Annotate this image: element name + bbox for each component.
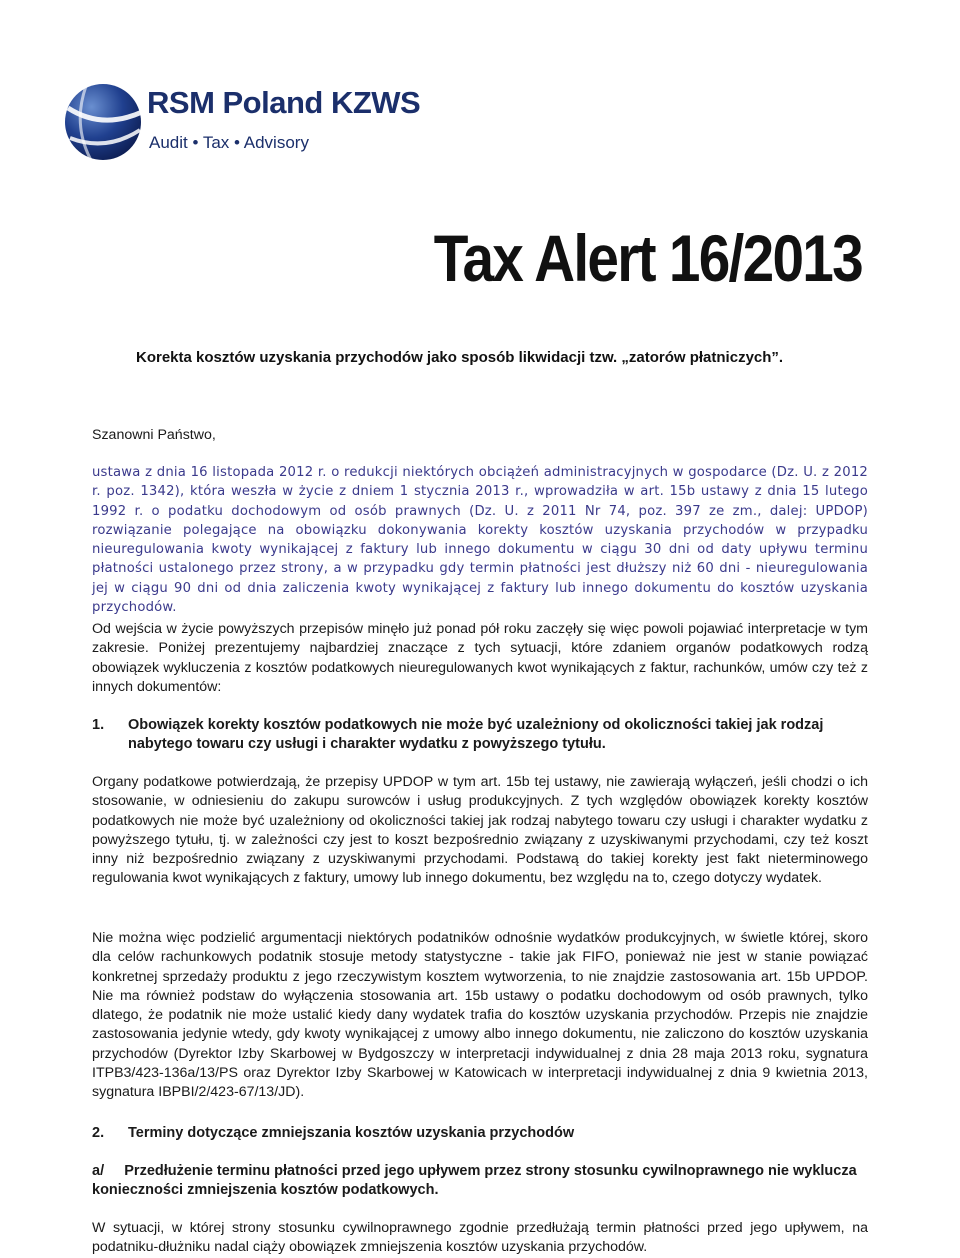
greeting: Szanowni Państwo,: [92, 427, 216, 443]
logo-tagline: Audit • Tax • Advisory: [149, 133, 309, 152]
intro-legal-reference: ustawa z dnia 16 listopada 2012 r. o redukcji niektórych obciążeń administracyjnych w gospodarce (Dz. U. z 2012 r. poz. 1342), która weszła w życie z dniem 1 stycznia 2013 r., wprowadziła w art. 15b ustawy z dnia 15 lutego 1992 r. o podatku dochodowym od osób prawnych (Dz. U. z 2011 Nr 74, poz. 397 ze zm.: [92, 465, 868, 519]
intro-body: , dalej: UPDOP) rozwiązanie polegające na obowiązku dokonywania korekty kosztów uzyskania przychodów w przypadku nieuregulowania kwoty wynikającej z faktury lub innego dokumentu w ciągu 30 dni od daty upływu terminu płatności ustalonego przez strony, a w przypadku gdy termin płatności jest dłuższy niż 60 dni - nieuregulowania jej w ciągu 90 dni od dnia zaliczenia kwoty wynikającej z faktury lub innego dokumentu do kosztów uzyskania przychodów.: [92, 503, 868, 616]
subsection-a-marker: a/: [92, 1163, 105, 1179]
section-2-number: 2.: [92, 1125, 105, 1141]
paragraph-tax-authorities: Organy podatkowe potwierdzają, że przepisy UPDOP w tym art. 15b tej ustawy, nie zawierają wyłączeń, jeśli chodzi o ich stosowanie, w odniesieniu do zakupu surowców i usług produkcyjnych. Z tych względów obowiązek korekty kosztów podatkowych nie może być uzależniony od okoliczności takiej jak rodzaj nabytego towaru czy usługi i charakter wydatku z powyższego tytułu, tj. w zależności czy jest to koszt bezpośrednio związany z uzyskiwanymi przychodami, czy też koszt inny niż bezpośrednio związany z uzyskiwanymi przychodami. Podstawą do takiej korekty jest fakt nieterminowego regulowania kwot wynikających z faktury, umowy lub innego dokumentu, bez względu na to, czego dotyczy wydatek.: [92, 774, 868, 887]
logo-company-name: RSM Poland KZWS: [147, 85, 421, 120]
intro-paragraph: [92, 463, 868, 617]
section-1-title: Obowiązek korekty kosztów podatkowych nie może być uzależniony od okoliczności takiej jak rodzaj nabytego towaru czy usługi i charakter wydatku z powyższego tytułu.: [128, 717, 824, 753]
globe-logo-icon: [62, 78, 144, 170]
subsection-a-title: Przedłużenie terminu płatności przed jego upływem przez strony stosunku cywilnoprawnego nie wyklucza konieczności zmniejszenia kosztów podatkowych.: [92, 1163, 857, 1199]
section-2-title: Terminy dotyczące zmniejszania kosztów uzyskania przychodów: [128, 1125, 575, 1141]
section-2-heading: [92, 1124, 868, 1144]
paragraph-fifo: Nie można więc podzielić argumentacji niektórych podatników odnośnie wydatków produkcyjnych, w świetle której, skoro dla celów rachunkowych podatnik stosuje metody statystyczne - takie jak FIFO, ponieważ nie jest w stanie powiązać konkretnej sprzedaży produktu z jego rzeczywistym kosztem wytworzenia, to nie znajdzie zastosowania art. 15b UPDOP. Nie ma również podstaw do wyłączenia stosowania art. 15b ustawy o podatku dochodowym od osób prawnych, tylko dlatego, że podatnik nie może ustalić kiedy dany wydatek trafia do kosztów uzyskania przychodów. Przepis nie znajdzie zastosowania jedynie wtedy, gdy kwoty wynikającej z umowy albo innego dokumentu, nie zaliczono do kosztów uzyskania przychodów (Dyrektor Izby Skarbowej w Bydgoszczy w interpretacji indywidualnej z dnia 28 maja 2013 roku, sygnatura ITPB3/423-136a/13/PS oraz Dyrektor Izby Skarbowej w Katowicach w interpretacji indywidualnej z dnia 9 kwietnia 2013, sygnatura IBPBI/2/423-67/13/JD).: [92, 930, 868, 1101]
paragraph-extension: W sytuacji, w której strony stosunku cywilnoprawnego zgodnie przedłużają termin płatności przed jego upływem, na podatniku-dłużniku nadal ciąży obowiązek zmniejszenia kosztów uzyskania przychodów.: [92, 1220, 868, 1256]
section-1-number: 1.: [92, 717, 105, 733]
document-subtitle: Korekta kosztów uzyskania przychodów jako sposób likwidacji tzw. „zatorów płatniczych”.: [136, 349, 784, 366]
section-1-heading: [92, 716, 868, 756]
subsection-a-heading: [92, 1162, 868, 1202]
document-title: Tax Alert 16/2013: [433, 221, 862, 295]
company-logo: [62, 78, 421, 178]
paragraph-interpretations: Od wejścia w życie powyższych przepisów minęło już ponad pół roku zaczęły się więc powoli pojawiać interpretacje w tym zakresie. Poniżej prezentujemy najbardziej znaczące z tych sytuacji, które zdaniem organów podatkowych rodzą obowiązek wykluczenia z kosztów podatkowych nieuregulowanych kwot wynikających z faktur, rachunków, umów czy też z innych dokumentów:: [92, 621, 868, 695]
